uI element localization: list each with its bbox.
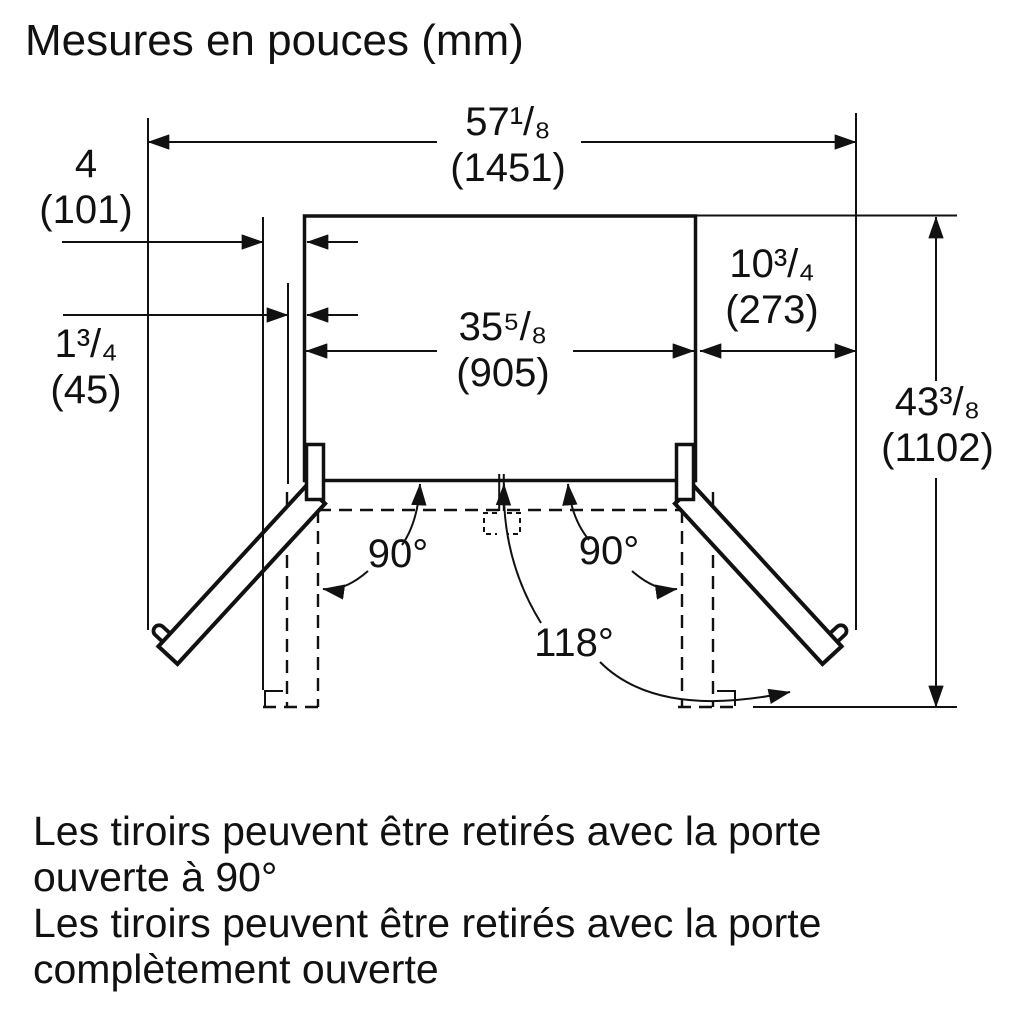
right-hinge-block bbox=[677, 445, 694, 500]
right-angle-marks bbox=[265, 691, 735, 706]
label-angle-118: 118° bbox=[534, 621, 614, 665]
notes-block bbox=[33, 808, 822, 992]
door-90-outline-dashed bbox=[263, 492, 737, 707]
label-side-clearance bbox=[16, 141, 156, 233]
left-hinge-block bbox=[307, 445, 324, 500]
label-total-width bbox=[420, 99, 596, 191]
note1-line1: Les tiroirs peuvent être retirés avec la porte bbox=[33, 808, 822, 854]
label-depth-door-open bbox=[860, 379, 1015, 471]
label-side-clearance-in: 4 bbox=[74, 142, 98, 186]
note1-line2: ouverte à 90° bbox=[33, 854, 278, 900]
left-door-open bbox=[158, 486, 325, 664]
label-door-overhang-in: 10³/₄ bbox=[729, 242, 815, 286]
label-door-overhang bbox=[702, 241, 842, 333]
label-door-thickness-in: 1³/₄ bbox=[54, 322, 118, 366]
label-cabinet-width-mm: (905) bbox=[456, 351, 550, 395]
label-total-width-in: 57¹/₈ bbox=[465, 100, 551, 144]
label-depth-door-open-in: 43³/₈ bbox=[894, 380, 981, 424]
label-depth-door-open-mm: (1102) bbox=[881, 426, 994, 470]
label-cabinet-width bbox=[433, 304, 573, 396]
label-angle-left-90: 90° bbox=[367, 532, 429, 576]
label-angle-right-90: 90° bbox=[578, 529, 640, 573]
center-mullion-dashed bbox=[484, 513, 520, 534]
note2-line2: complètement ouverte bbox=[33, 946, 439, 992]
label-door-thickness bbox=[16, 321, 156, 413]
label-cabinet-width-in: 35⁵/₈ bbox=[458, 305, 548, 349]
note2-line1: Les tiroirs peuvent être retirés avec la porte bbox=[33, 900, 822, 946]
label-door-overhang-mm: (273) bbox=[725, 288, 819, 332]
label-total-width-mm: (1451) bbox=[450, 146, 566, 190]
right-door-open bbox=[675, 486, 842, 664]
page-title: Mesures en pouces (mm) bbox=[25, 16, 524, 65]
label-side-clearance-mm: (101) bbox=[39, 188, 133, 232]
label-door-thickness-mm: (45) bbox=[50, 368, 122, 412]
